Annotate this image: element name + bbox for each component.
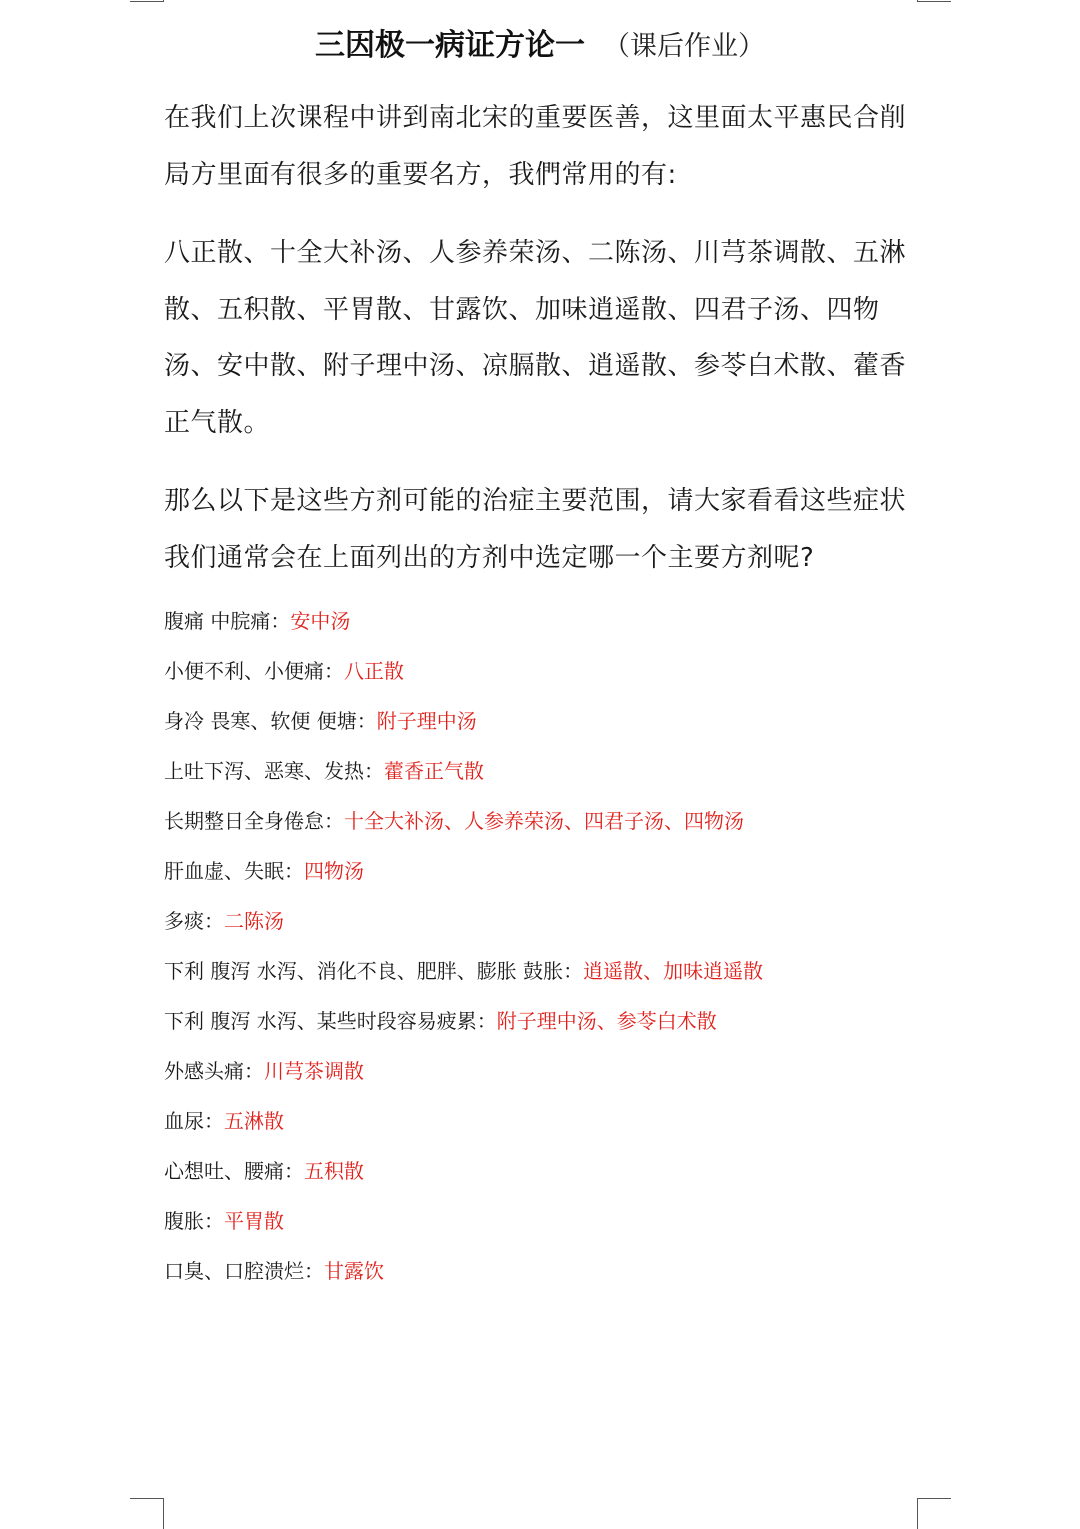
formula-answer: 八正散	[344, 659, 404, 683]
list-item	[164, 1252, 944, 1302]
formula-answer: 四物汤	[304, 859, 364, 883]
title-main: 三因极一病证方论一	[315, 28, 585, 63]
symptom-text: 外感头痛：	[164, 1059, 264, 1083]
formula-answer: 安中汤	[290, 609, 351, 633]
symptom-text: 多痰：	[164, 909, 224, 933]
symptom-text: 腹痛 中脘痛：	[164, 609, 291, 633]
title-subtitle: （课后作业）	[603, 31, 765, 62]
list-item	[164, 752, 944, 802]
symptom-text: 口臭、口腔溃烂：	[164, 1259, 324, 1283]
symptom-text: 长期整日全身倦怠：	[164, 809, 344, 833]
formula-answer: 甘露饮	[324, 1259, 384, 1283]
formula-answer: 二陈汤	[224, 909, 284, 933]
formula-answer: 附子理中汤	[376, 709, 477, 733]
symptom-text: 下利 腹泻 水泻、消化不良、肥胖、膨胀 鼓胀：	[164, 959, 584, 983]
list-item	[164, 802, 944, 852]
symptom-text: 身冷 畏寒、软便 便塘：	[164, 709, 377, 733]
intro-paragraph: 在我们上次课程中讲到南北宋的重要医善，这里面太平惠民合削局方里面有很多的重要名方，我們常用的有:	[164, 103, 907, 190]
crop-mark-bottom-left	[130, 1498, 164, 1529]
symptom-text: 腹胀：	[164, 1209, 224, 1233]
list-item	[164, 652, 944, 702]
formula-answer: 附子理中汤、参苓白术散	[496, 1009, 717, 1033]
list-item	[164, 1152, 944, 1202]
question-paragraph: 那么以下是这些方剂可能的治症主要范围，请大家看看这些症状我们通常会在上面列出的方剂中选定哪一个主要方剂呢?	[164, 486, 907, 573]
formula-answer: 川芎茶调散	[264, 1059, 364, 1083]
list-item	[164, 902, 944, 952]
list-item	[164, 1002, 944, 1052]
list-item	[164, 1052, 944, 1102]
formula-answer: 五积散	[304, 1159, 364, 1183]
formula-answer: 五淋散	[224, 1109, 284, 1133]
formula-list-paragraph: 八正散、十全大补汤、人参养荣汤、二陈汤、川芎茶调散、五淋散、五积散、平胃散、甘露饮、加味逍遥散、四君子汤、四物汤、安中散、附子理中汤、凉膈散、逍遥散、参苓白术散、藿香正气散。	[164, 238, 907, 438]
formula-answer: 十全大补汤、人参养荣汤、四君子汤、四物汤	[344, 809, 744, 833]
list-item	[164, 1102, 944, 1152]
page-title	[0, 20, 1080, 64]
symptom-text: 上吐下泻、恶寒、发热：	[164, 759, 384, 783]
symptom-formula-list	[164, 602, 944, 1302]
list-item	[164, 1202, 944, 1252]
formula-answer: 藿香正气散	[384, 759, 484, 783]
crop-mark-bottom-right	[917, 1498, 951, 1529]
crop-mark-top-left	[130, 0, 164, 2]
symptom-text: 小便不利、小便痛：	[164, 659, 344, 683]
list-item	[164, 702, 944, 752]
formula-answer: 逍遥散、加味逍遥散	[583, 959, 764, 983]
symptom-text: 下利 腹泻 水泻、某些时段容易疲累：	[164, 1009, 497, 1033]
symptom-text: 血尿：	[164, 1109, 224, 1133]
list-item	[164, 952, 944, 1002]
list-item	[164, 852, 944, 902]
crop-mark-top-right	[917, 0, 951, 2]
symptom-text: 肝血虚、失眠：	[164, 859, 304, 883]
symptom-text: 心想吐、腰痛：	[164, 1159, 304, 1183]
list-item	[164, 602, 944, 652]
formula-answer: 平胃散	[224, 1209, 284, 1233]
